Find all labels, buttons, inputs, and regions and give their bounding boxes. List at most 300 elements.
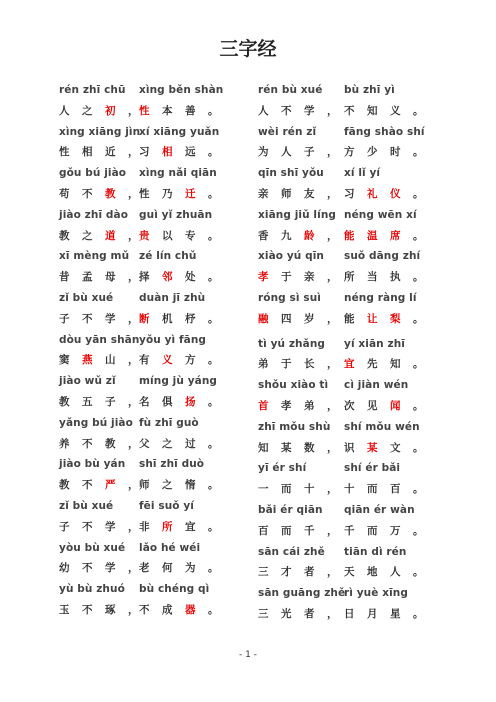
hanzi-line (59, 226, 244, 247)
hanzi-phrase (258, 562, 339, 583)
pinyin-phrase: xí lǐ yí (344, 167, 381, 180)
verse (59, 163, 244, 205)
hanzi-char: 远 (185, 146, 196, 159)
hanzi-char: 母 (105, 271, 116, 284)
page-number: - 1 - (239, 650, 257, 660)
hanzi-char: 龄 (304, 229, 315, 242)
hanzi-line (59, 101, 244, 122)
punctuation: ， (128, 187, 139, 200)
hanzi-char: 非 (139, 520, 150, 533)
punctuation: ， (327, 358, 338, 371)
hanzi-char: 子 (304, 146, 315, 159)
verse (258, 375, 438, 417)
hanzi-char: 扬 (185, 395, 196, 408)
pinyin-line (258, 583, 438, 604)
hanzi-char: 少 (367, 146, 378, 159)
pinyin-line (59, 163, 244, 184)
pinyin-line (59, 371, 244, 392)
hanzi-phrase (258, 142, 339, 163)
hanzi-char: 百 (390, 483, 401, 496)
hanzi-char: 昔 (59, 271, 70, 284)
hanzi-line (59, 350, 244, 371)
hanzi-phrase (258, 396, 339, 417)
hanzi-char: 所 (162, 520, 173, 533)
hanzi-phrase (139, 434, 220, 455)
punctuation: 。 (208, 104, 219, 117)
hanzi-char: 岁 (304, 312, 315, 325)
pinyin-phrase: bù zhī yì (344, 84, 395, 96)
hanzi-char: 山 (105, 354, 116, 367)
punctuation: 。 (208, 437, 219, 450)
pinyin-phrase: yù bù zhuó (59, 583, 125, 596)
punctuation: ， (128, 354, 139, 367)
pinyin-line (59, 122, 244, 143)
pinyin-phrase: róng sì suì (258, 291, 321, 304)
hanzi-char: 仪 (390, 187, 401, 200)
pinyin-line (59, 413, 244, 434)
hanzi-char: 香 (258, 229, 269, 242)
hanzi-char: 幼 (59, 562, 70, 575)
hanzi-phrase (258, 101, 339, 122)
hanzi-char: 地 (367, 566, 378, 579)
hanzi-char: 不 (82, 479, 93, 492)
left-column (59, 80, 244, 621)
hanzi-char: 燕 (82, 354, 93, 367)
punctuation: ， (128, 312, 139, 325)
verse (59, 496, 244, 538)
punctuation: 。 (413, 399, 424, 412)
hanzi-char: 礼 (367, 187, 378, 200)
hanzi-char: 义 (162, 354, 173, 367)
hanzi-char: 不 (82, 520, 93, 533)
hanzi-char: 初 (105, 104, 116, 117)
hanzi-char: 乃 (162, 187, 173, 200)
hanzi-char: 俱 (162, 395, 173, 408)
pinyin-phrase: cì jiàn wén (344, 379, 409, 392)
pinyin-line (258, 80, 438, 101)
pinyin-line (59, 330, 244, 351)
hanzi-char: 相 (162, 146, 173, 159)
hanzi-phrase (344, 309, 425, 330)
pinyin-phrase: xī mèng mǔ (59, 250, 130, 263)
pinyin-phrase: xiào yú qīn (258, 250, 324, 263)
hanzi-char: 为 (185, 562, 196, 575)
pinyin-phrase: jiào zhī dào (59, 208, 129, 221)
hanzi-char: 宜 (344, 358, 355, 371)
punctuation: 。 (208, 271, 219, 284)
verse (59, 579, 244, 621)
punctuation: 。 (208, 229, 219, 242)
pinyin-phrase: shí ér bǎi (344, 462, 401, 475)
hanzi-char: 之 (82, 229, 93, 242)
hanzi-char: 而 (367, 524, 378, 537)
punctuation: ， (327, 271, 338, 284)
hanzi-char: 星 (390, 607, 401, 620)
pinyin-phrase: guì yǐ zhuān (139, 208, 213, 221)
pinyin-phrase: dòu yān shān (59, 333, 140, 346)
hanzi-char: 十 (304, 483, 315, 496)
hanzi-line (258, 604, 438, 625)
hanzi-char: 首 (258, 399, 269, 412)
hanzi-char: 亲 (258, 187, 269, 200)
pinyin-phrase: shí mǒu wén (344, 420, 420, 433)
hanzi-char: 处 (185, 271, 196, 284)
pinyin-line (258, 458, 438, 479)
hanzi-phrase (258, 521, 339, 542)
hanzi-char: 器 (185, 603, 196, 616)
hanzi-char: 学 (105, 520, 116, 533)
verse (258, 122, 438, 164)
hanzi-char: 名 (139, 395, 150, 408)
hanzi-char: 而 (281, 524, 292, 537)
punctuation: ， (327, 483, 338, 496)
verse (258, 80, 438, 122)
pinyin-phrase: qiān ér wàn (344, 503, 415, 516)
pinyin-phrase: duàn jī zhù (139, 291, 206, 304)
hanzi-char: 道 (105, 229, 116, 242)
punctuation: 。 (208, 187, 219, 200)
hanzi-char: 有 (139, 354, 150, 367)
hanzi-char: 梨 (390, 312, 401, 325)
hanzi-char: 学 (105, 562, 116, 575)
pinyin-line (59, 538, 244, 559)
hanzi-phrase (59, 101, 140, 122)
hanzi-phrase (59, 226, 140, 247)
hanzi-phrase (59, 309, 140, 330)
hanzi-char: 不 (82, 603, 93, 616)
punctuation: 。 (208, 312, 219, 325)
hanzi-phrase (258, 267, 339, 288)
pinyin-line (258, 288, 438, 309)
verse (59, 330, 244, 372)
hanzi-char: 不 (139, 603, 150, 616)
hanzi-char: 之 (162, 437, 173, 450)
hanzi-char: 习 (139, 146, 150, 159)
pinyin-phrase: shī zhī duò (139, 458, 205, 471)
hanzi-line (258, 521, 438, 542)
hanzi-char: 教 (59, 479, 70, 492)
verse (59, 454, 244, 496)
pinyin-phrase: jiào wǔ zǐ (59, 375, 116, 388)
hanzi-char: 者 (304, 566, 315, 579)
hanzi-line (59, 600, 244, 621)
hanzi-char: 人 (258, 104, 269, 117)
pinyin-line (59, 496, 244, 517)
hanzi-phrase (344, 521, 425, 542)
pinyin-line (258, 163, 438, 184)
hanzi-char: 不 (82, 437, 93, 450)
pinyin-line (258, 417, 438, 438)
hanzi-char: 宜 (185, 520, 196, 533)
hanzi-char: 友 (304, 187, 315, 200)
hanzi-char: 天 (344, 566, 355, 579)
hanzi-char: 性 (59, 146, 70, 159)
hanzi-line (59, 184, 244, 205)
hanzi-char: 老 (139, 562, 150, 575)
hanzi-line (59, 309, 244, 330)
hanzi-line (258, 438, 438, 459)
punctuation: ， (327, 607, 338, 620)
hanzi-char: 习 (344, 187, 355, 200)
hanzi-char: 不 (281, 104, 292, 117)
punctuation: ， (327, 441, 338, 454)
hanzi-char: 学 (304, 104, 315, 117)
hanzi-char: 养 (59, 437, 70, 450)
punctuation: 。 (413, 187, 424, 200)
hanzi-char: 所 (344, 271, 355, 284)
hanzi-char: 而 (281, 483, 292, 496)
hanzi-char: 文 (390, 441, 401, 454)
hanzi-char: 让 (367, 312, 378, 325)
hanzi-phrase (139, 392, 220, 413)
punctuation: 。 (208, 520, 219, 533)
hanzi-char: 日 (344, 607, 355, 620)
hanzi-line (258, 226, 438, 247)
verse (59, 80, 244, 122)
hanzi-phrase (344, 438, 425, 459)
hanzi-phrase (59, 267, 140, 288)
pinyin-phrase: rén bù xué (258, 84, 323, 96)
hanzi-char: 性 (139, 104, 150, 117)
hanzi-phrase (344, 562, 425, 583)
pinyin-phrase: zé lín chǔ (139, 250, 197, 263)
pinyin-line (258, 334, 438, 355)
right-column (258, 80, 438, 625)
hanzi-char: 十 (344, 483, 355, 496)
hanzi-line (59, 142, 244, 163)
hanzi-char: 师 (281, 187, 292, 200)
hanzi-char: 才 (281, 566, 292, 579)
pinyin-line (258, 122, 438, 143)
hanzi-char: 迁 (185, 187, 196, 200)
hanzi-phrase (344, 184, 425, 205)
punctuation: 。 (208, 395, 219, 408)
hanzi-char: 见 (367, 399, 378, 412)
hanzi-char: 不 (82, 187, 93, 200)
pinyin-phrase: xìng běn shàn (139, 84, 224, 96)
hanzi-line (258, 479, 438, 500)
hanzi-char: 四 (281, 312, 292, 325)
hanzi-char: 五 (82, 395, 93, 408)
pinyin-phrase: wèi rén zǐ (258, 125, 317, 138)
pinyin-phrase: yī ér shí (258, 462, 307, 475)
pinyin-phrase: lǎo hé wéi (139, 541, 201, 554)
punctuation: ， (128, 146, 139, 159)
pinyin-phrase: zhī mǒu shù (258, 420, 331, 433)
hanzi-char: 父 (139, 437, 150, 450)
verse (59, 122, 244, 164)
hanzi-phrase (59, 600, 140, 621)
hanzi-char: 长 (304, 358, 315, 371)
hanzi-char: 以 (162, 229, 173, 242)
hanzi-phrase (344, 142, 425, 163)
hanzi-char: 亲 (304, 271, 315, 284)
hanzi-line (258, 184, 438, 205)
verse (258, 458, 438, 500)
hanzi-char: 时 (390, 146, 401, 159)
pinyin-phrase: zǐ bù xué (59, 499, 114, 512)
pinyin-phrase: qīn shī yǒu (258, 167, 324, 180)
pinyin-phrase: suǒ dāng zhí (344, 250, 421, 263)
hanzi-phrase (344, 267, 425, 288)
hanzi-phrase (59, 558, 140, 579)
hanzi-char: 弟 (304, 399, 315, 412)
hanzi-char: 过 (185, 437, 196, 450)
hanzi-char: 严 (105, 479, 116, 492)
hanzi-char: 孝 (258, 271, 269, 284)
punctuation: 。 (413, 441, 424, 454)
hanzi-phrase (258, 604, 339, 625)
hanzi-char: 师 (139, 479, 150, 492)
punctuation: 。 (208, 146, 219, 159)
hanzi-phrase (59, 392, 140, 413)
punctuation: ， (327, 229, 338, 242)
punctuation: ， (128, 229, 139, 242)
hanzi-phrase (344, 226, 425, 247)
hanzi-char: 择 (139, 271, 150, 284)
hanzi-char: 学 (105, 312, 116, 325)
hanzi-char: 席 (390, 229, 401, 242)
hanzi-char: 教 (59, 229, 70, 242)
verse (258, 334, 438, 376)
hanzi-char: 玉 (59, 603, 70, 616)
hanzi-char: 人 (281, 146, 292, 159)
punctuation: 。 (413, 524, 424, 537)
pinyin-line (59, 454, 244, 475)
hanzi-char: 惰 (185, 479, 196, 492)
punctuation: 。 (413, 566, 424, 579)
punctuation: 。 (413, 104, 424, 117)
hanzi-char: 九 (281, 229, 292, 242)
hanzi-phrase (139, 517, 220, 538)
hanzi-char: 某 (367, 441, 378, 454)
punctuation: 。 (413, 146, 424, 159)
hanzi-char: 近 (105, 146, 116, 159)
punctuation: 。 (413, 607, 424, 620)
hanzi-phrase (258, 226, 339, 247)
hanzi-char: 何 (162, 562, 173, 575)
hanzi-phrase (139, 475, 220, 496)
hanzi-char: 次 (344, 399, 355, 412)
punctuation: ， (128, 603, 139, 616)
hanzi-char: 能 (344, 229, 355, 242)
hanzi-phrase (258, 309, 339, 330)
hanzi-char: 邻 (162, 271, 173, 284)
pinyin-line (59, 579, 244, 600)
pinyin-phrase: fù zhī guò (139, 416, 199, 429)
pinyin-phrase: yǎng bú jiào (59, 416, 133, 429)
pinyin-line (258, 375, 438, 396)
hanzi-phrase (344, 101, 425, 122)
hanzi-line (258, 354, 438, 375)
punctuation: 。 (208, 603, 219, 616)
verse (258, 500, 438, 542)
pinyin-phrase: zǐ bù xué (59, 291, 114, 304)
hanzi-phrase (139, 226, 220, 247)
hanzi-line (258, 562, 438, 583)
hanzi-char: 于 (281, 358, 292, 371)
punctuation: 。 (413, 312, 424, 325)
pinyin-phrase: xiāng jiǔ líng (258, 208, 337, 221)
verse (258, 163, 438, 205)
hanzi-phrase (344, 396, 425, 417)
hanzi-char: 善 (185, 104, 196, 117)
hanzi-char: 为 (258, 146, 269, 159)
hanzi-char: 万 (390, 524, 401, 537)
hanzi-char: 而 (367, 483, 378, 496)
punctuation: 。 (208, 479, 219, 492)
hanzi-phrase (59, 434, 140, 455)
hanzi-char: 光 (281, 607, 292, 620)
hanzi-char: 子 (105, 395, 116, 408)
hanzi-phrase (344, 604, 425, 625)
pinyin-line (258, 500, 438, 521)
hanzi-char: 本 (162, 104, 173, 117)
hanzi-char: 苟 (59, 187, 70, 200)
hanzi-char: 人 (59, 104, 70, 117)
verse (258, 417, 438, 459)
hanzi-char: 闻 (390, 399, 401, 412)
punctuation: ， (327, 146, 338, 159)
hanzi-char: 者 (304, 607, 315, 620)
hanzi-line (258, 267, 438, 288)
pinyin-phrase: yòu bù xué (59, 541, 126, 554)
hanzi-phrase (59, 142, 140, 163)
hanzi-char: 温 (367, 229, 378, 242)
hanzi-char: 孝 (281, 399, 292, 412)
hanzi-char: 能 (344, 312, 355, 325)
hanzi-line (59, 434, 244, 455)
pinyin-phrase: xìng xiāng jìn (59, 125, 141, 138)
hanzi-char: 一 (258, 483, 269, 496)
pinyin-phrase: tiān dì rén (344, 545, 407, 558)
hanzi-phrase (139, 142, 220, 163)
pinyin-phrase: yí xiān zhī (344, 337, 405, 350)
pinyin-phrase: rì yuè xīng (344, 587, 408, 600)
hanzi-char: 月 (367, 607, 378, 620)
pinyin-phrase: bǎi ér qiān (258, 503, 323, 516)
punctuation: ， (327, 566, 338, 579)
punctuation: ， (128, 562, 139, 575)
hanzi-char: 成 (162, 603, 173, 616)
verse (59, 538, 244, 580)
hanzi-phrase (59, 184, 140, 205)
hanzi-char: 性 (139, 187, 150, 200)
pinyin-line (258, 205, 438, 226)
punctuation: ， (327, 524, 338, 537)
hanzi-char: 子 (59, 312, 70, 325)
punctuation: 。 (208, 354, 219, 367)
hanzi-line (59, 558, 244, 579)
punctuation: ， (327, 187, 338, 200)
punctuation: ， (327, 399, 338, 412)
hanzi-phrase (139, 558, 220, 579)
document-title: 三字经 (219, 38, 277, 60)
hanzi-char: 贵 (139, 229, 150, 242)
pinyin-phrase: néng ràng lí (344, 291, 417, 304)
hanzi-phrase (139, 600, 220, 621)
verse (258, 542, 438, 584)
hanzi-phrase (59, 517, 140, 538)
punctuation: ， (128, 395, 139, 408)
hanzi-phrase (139, 101, 220, 122)
hanzi-line (258, 142, 438, 163)
punctuation: ， (128, 437, 139, 450)
punctuation: ， (128, 479, 139, 492)
pinyin-phrase: bù chéng qì (139, 583, 210, 596)
hanzi-char: 执 (390, 271, 401, 284)
punctuation: ， (327, 104, 338, 117)
